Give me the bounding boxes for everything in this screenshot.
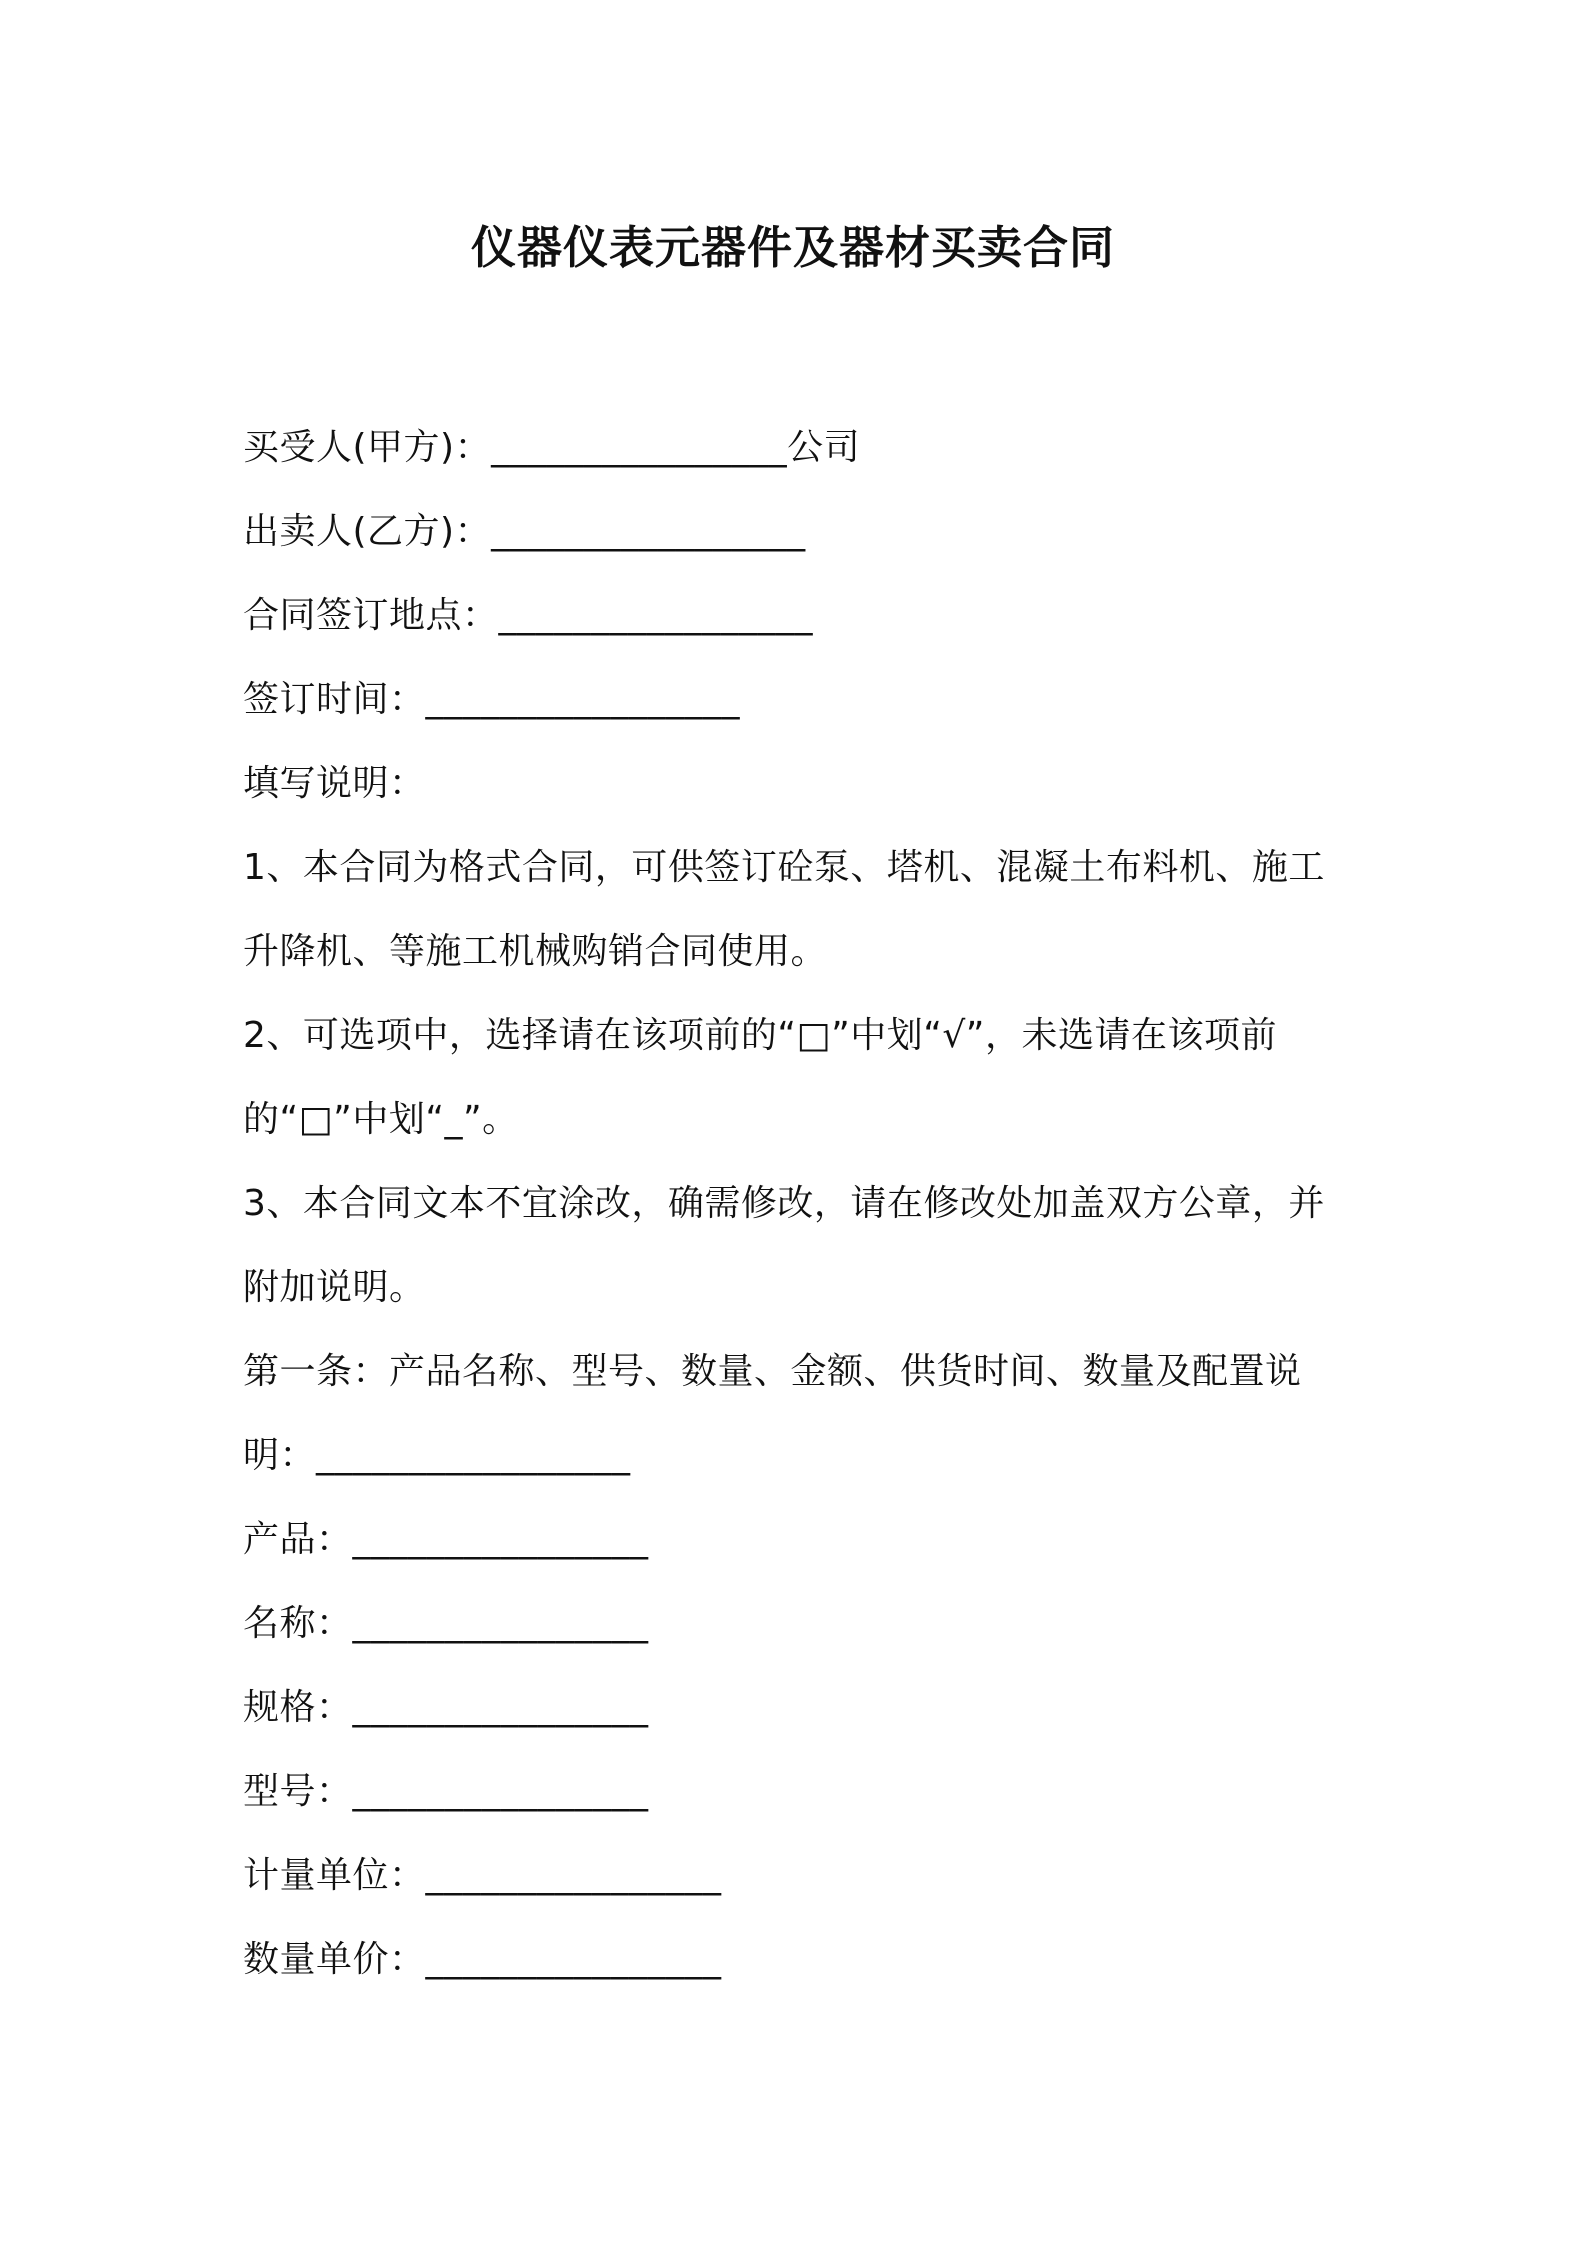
instruction-3-line-2: 附加说明。	[243, 1267, 426, 1308]
instruction-2-line-2: 的“□”中划“_”。	[243, 1099, 519, 1140]
product-line: 产品：________________	[243, 1519, 649, 1560]
name-line: 名称：________________	[243, 1603, 649, 1644]
document-title: 仪器仪表元器件及器材买卖合同	[470, 221, 1115, 274]
seller-line: 出卖人(乙方)：_________________	[243, 511, 806, 552]
instruction-1-line-1: 1、本合同为格式合同，可供签订砼泵、塔机、混凝土布料机、施工	[243, 847, 1325, 888]
specification-line: 规格：________________	[243, 1687, 649, 1728]
instruction-2-line-1: 2、可选项中，选择请在该项前的“□”中划“√”，未选请在该项前	[243, 1015, 1277, 1056]
instruction-3-line-1: 3、本合同文本不宜涂改，确需修改，请在修改处加盖双方公章，并	[243, 1183, 1325, 1224]
article-1-line-2: 明：_________________	[243, 1435, 631, 1476]
instructions-heading: 填写说明：	[243, 763, 426, 804]
buyer-line: 买受人(甲方)：________________公司	[243, 427, 861, 468]
unit-line: 计量单位：________________	[243, 1855, 722, 1896]
instruction-1-line-2: 升降机、等施工机械购销合同使用。	[243, 931, 828, 972]
article-1-line-1: 第一条：产品名称、型号、数量、金额、供货时间、数量及配置说	[243, 1351, 1302, 1392]
document-body	[243, 406, 1353, 2002]
signing-place-line: 合同签订地点：_________________	[243, 595, 814, 636]
signing-time-line: 签订时间：_________________	[243, 679, 741, 720]
quantity-price-line: 数量单价：________________	[243, 1939, 722, 1980]
model-line: 型号：________________	[243, 1771, 649, 1812]
